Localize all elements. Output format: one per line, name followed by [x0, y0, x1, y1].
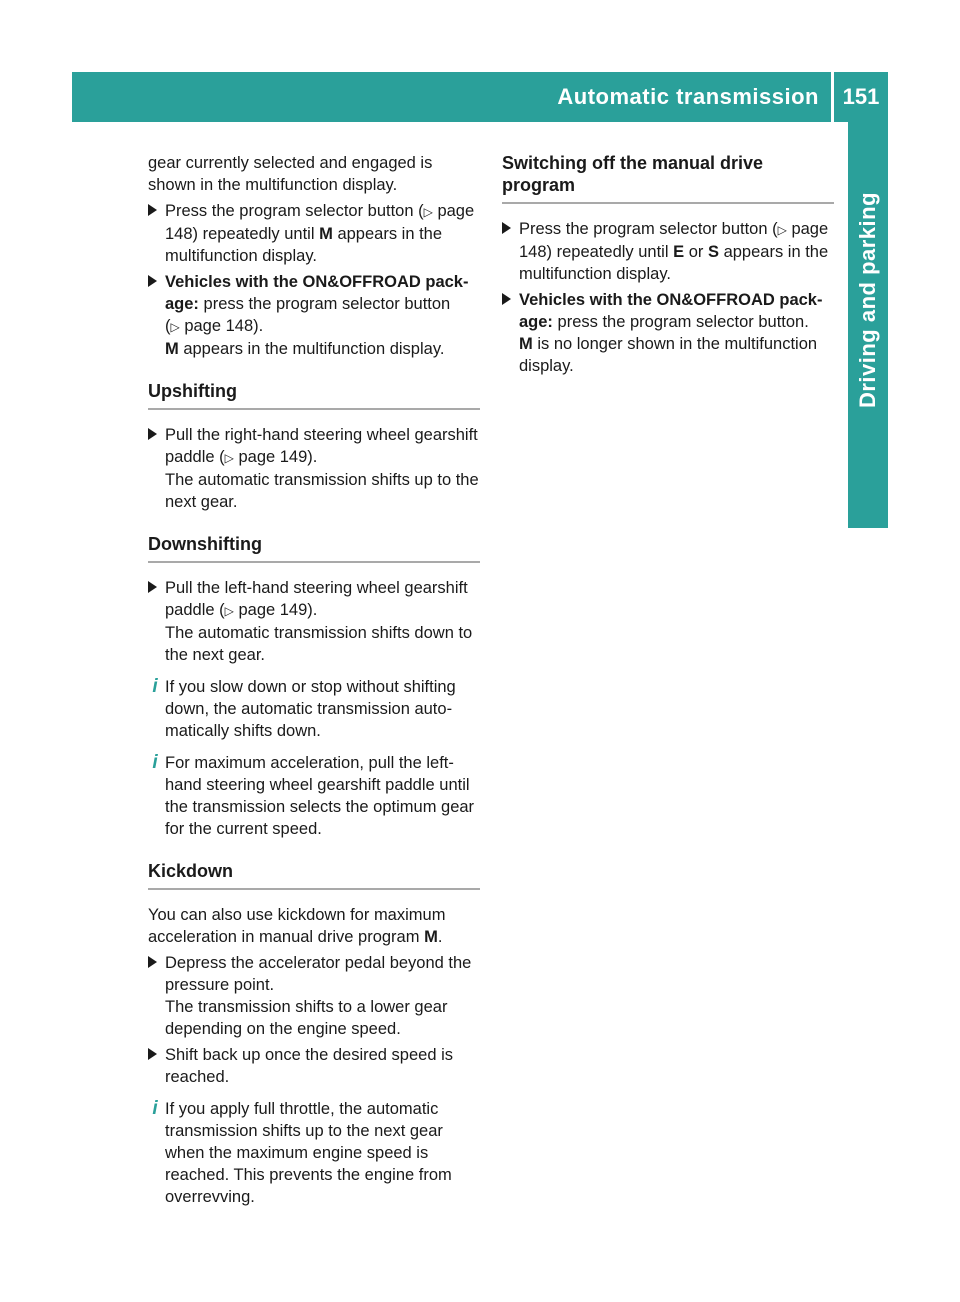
arrow-bullet-icon [148, 956, 157, 968]
arrow-bullet-icon [148, 428, 157, 440]
step-item [148, 424, 480, 513]
step-item [502, 289, 834, 377]
page-ref: page 149 [238, 601, 308, 619]
triangle-ref-icon: ▷ [777, 223, 787, 237]
page-ref: page 148 [184, 317, 254, 335]
triangle-ref-icon: ▷ [423, 205, 433, 219]
step-item [148, 577, 480, 666]
step-text: appears in the multifunction display. [519, 243, 829, 283]
info-text: If you apply full throttle, the automatic transmission shifts up to the next gear when the maximum engine speed is reached. This prevents the engine from overrevving. [165, 1100, 452, 1206]
step-result: The automatic transmission shifts down to the next gear. [165, 624, 473, 664]
arrow-bullet-icon [502, 293, 511, 305]
info-note [148, 1098, 480, 1208]
step-item [502, 218, 834, 285]
step-result: The transmission shifts to a lower gear depending on the engine speed. [165, 998, 448, 1038]
step-result: The automatic transmission shifts up to the next gear. [165, 471, 479, 511]
left-column [148, 152, 480, 1212]
triangle-ref-icon: ▷ [170, 320, 180, 334]
step-text: Shift back up once the desired speed is reached. [165, 1046, 454, 1086]
step-text: Press the program selector button ( [165, 202, 424, 220]
info-icon: i [152, 1098, 158, 1119]
info-note [148, 676, 480, 742]
heading-kickdown: Kickdown [148, 860, 480, 890]
info-text: If you slow down or stop without shifting down, the automatic transmission auto-matically shifts down. [165, 678, 456, 740]
intro-bold: M [424, 928, 438, 946]
arrow-bullet-icon [148, 275, 157, 287]
triangle-ref-icon: ▷ [224, 604, 234, 618]
triangle-ref-icon: ▷ [224, 451, 234, 465]
intro-text: . [437, 928, 443, 946]
page-header [72, 72, 888, 122]
step-item [148, 200, 480, 267]
heading-upshifting: Upshifting [148, 380, 480, 410]
step-text: ) repeatedly until [192, 225, 320, 243]
step-text: appears in the multifunction display. [178, 340, 445, 358]
step-text: ). [307, 448, 318, 466]
info-icon: i [152, 752, 158, 773]
step-text: Depress the accelerator pedal beyond the pressure point. [165, 954, 472, 994]
chapter-tab-label: Driving and parking [855, 191, 880, 409]
page-ref: page 148 [519, 220, 829, 261]
step-text: appears in the multifunction display. [165, 225, 443, 265]
step-bold: M [319, 225, 333, 243]
step-bold: M [519, 335, 533, 353]
info-note [148, 752, 480, 840]
step-item [148, 1044, 480, 1088]
step-text: ). [307, 601, 318, 619]
step-text: ) repeatedly until [546, 243, 674, 261]
step-text: or [684, 243, 708, 261]
intro-text: You can also use kickdown for maximum acceleration in manual drive program [148, 906, 446, 946]
section-title: Automatic transmission [557, 84, 819, 109]
step-text: press the program selector button ( [165, 295, 451, 335]
step-text: Pull the left-hand steering wheel gearshift paddle ( [165, 579, 468, 619]
page-number: 151 [842, 84, 880, 109]
intro-text: gear currently selected and engaged is shown in the multifunction display. [148, 154, 433, 194]
step-text: Pull the right-hand steering wheel gearshift paddle ( [165, 426, 478, 466]
step-bold: Vehicles with the ON&OFFROAD pack-age: [519, 291, 823, 331]
kickdown-intro [148, 904, 480, 948]
arrow-bullet-icon [148, 581, 157, 593]
heading-switching-off: Switching off the manual drive program [502, 152, 834, 204]
step-text: ). [253, 317, 264, 335]
step-bold: S [707, 243, 719, 261]
page-ref: page 149 [238, 448, 308, 466]
arrow-bullet-icon [148, 204, 157, 216]
step-item [148, 952, 480, 1040]
step-bold: E [673, 243, 685, 261]
step-item [148, 271, 480, 360]
chapter-marker [848, 478, 888, 528]
step-bold: Vehicles with the ON&OFFROAD pack-age: [165, 273, 469, 313]
right-column [502, 152, 834, 381]
arrow-bullet-icon [148, 1048, 157, 1060]
info-icon: i [152, 676, 158, 697]
page-ref: page 148 [165, 202, 475, 243]
chapter-tab [848, 122, 888, 478]
heading-downshifting: Downshifting [148, 533, 480, 563]
step-bold: M [165, 340, 179, 358]
step-text: is no longer shown in the multifunction display. [519, 335, 818, 375]
info-text: For maximum acceleration, pull the left-hand steering wheel gearshift paddle until the transmission selects the optimum gear for the current speed. [165, 754, 475, 838]
step-text: Press the program selector button ( [519, 220, 778, 238]
arrow-bullet-icon [502, 222, 511, 234]
step-text: press the program selector button. [552, 313, 809, 331]
